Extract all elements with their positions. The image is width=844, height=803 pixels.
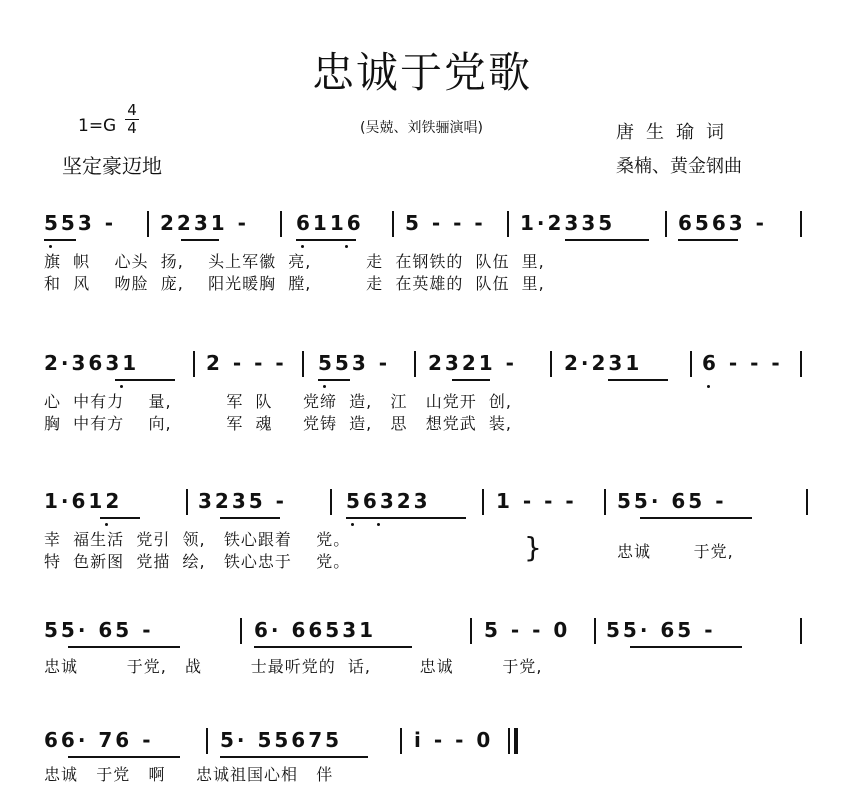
beam bbox=[678, 239, 738, 241]
beam bbox=[565, 239, 649, 241]
low-octave-dot bbox=[377, 523, 380, 526]
beam bbox=[318, 379, 350, 381]
beam bbox=[452, 379, 490, 381]
composer-credit: 桑楠、黄金钢曲 bbox=[616, 156, 742, 177]
barline bbox=[470, 618, 472, 644]
beam bbox=[220, 517, 280, 519]
measure: 55· 65 - bbox=[44, 618, 154, 642]
barline bbox=[507, 211, 509, 237]
low-octave-dot bbox=[351, 523, 354, 526]
barline bbox=[594, 618, 596, 644]
final-barline bbox=[514, 728, 518, 754]
measure: 6· 66531 bbox=[254, 618, 377, 642]
measure: 553 - bbox=[44, 211, 117, 235]
low-octave-dot bbox=[301, 245, 304, 248]
beam bbox=[296, 239, 356, 241]
barline bbox=[186, 489, 188, 515]
barline bbox=[800, 351, 802, 377]
lyrics-verse-2: 和 风 吻脸 庞, 阳光暖胸 膛, 走 在英雄的 队伍 里, bbox=[44, 274, 545, 293]
beam bbox=[608, 379, 668, 381]
measure: 1·2335 bbox=[520, 211, 616, 235]
barline bbox=[206, 728, 208, 754]
measure: 6116 bbox=[296, 211, 364, 235]
score-row-3 bbox=[0, 483, 844, 573]
measure: 6563 - bbox=[678, 211, 767, 235]
barline bbox=[330, 489, 332, 515]
beam bbox=[68, 646, 180, 648]
beam bbox=[68, 756, 180, 758]
measure: 55· 65 - bbox=[617, 489, 727, 513]
measure: 2·3631 bbox=[44, 351, 140, 375]
barline bbox=[193, 351, 195, 377]
barline bbox=[482, 489, 484, 515]
barline bbox=[806, 489, 808, 515]
beam bbox=[220, 756, 368, 758]
barline bbox=[604, 489, 606, 515]
measure: 5 - - - bbox=[405, 211, 486, 235]
measure: 2 - - - bbox=[206, 351, 287, 375]
meter-bottom: 4 bbox=[127, 119, 137, 137]
beam bbox=[254, 646, 412, 648]
measure: 1·612 bbox=[44, 489, 123, 513]
lyricist-credit: 唐生瑜词 bbox=[616, 122, 736, 143]
low-octave-dot bbox=[707, 385, 710, 388]
score-row-1 bbox=[0, 205, 844, 295]
barline bbox=[665, 211, 667, 237]
score-row-5 bbox=[0, 722, 844, 803]
measure: 56323 bbox=[346, 489, 431, 513]
measure: 55· 65 - bbox=[606, 618, 716, 642]
verse-brace: } bbox=[524, 531, 542, 564]
low-octave-dot bbox=[49, 245, 52, 248]
barline bbox=[690, 351, 692, 377]
key-signature: 1=G bbox=[78, 116, 117, 136]
barline bbox=[392, 211, 394, 237]
beam bbox=[346, 517, 466, 519]
barline bbox=[800, 618, 802, 644]
refrain-lyrics: 忠诚 于党, bbox=[617, 542, 734, 561]
barline bbox=[280, 211, 282, 237]
low-octave-dot bbox=[323, 385, 326, 388]
barline bbox=[147, 211, 149, 237]
beam bbox=[640, 517, 752, 519]
singers-credit: (吴兢、刘铁骊演唱) bbox=[360, 120, 483, 136]
tempo-marking: 坚定豪迈地 bbox=[62, 154, 162, 178]
measure: 2321 - bbox=[428, 351, 517, 375]
measure: 5· 55675 bbox=[220, 728, 343, 752]
meter-top: 4 bbox=[127, 101, 137, 119]
measure: i - - 0 bbox=[414, 728, 494, 752]
measure: 3235 - bbox=[198, 489, 287, 513]
measure: 66· 76 - bbox=[44, 728, 154, 752]
barline bbox=[800, 211, 802, 237]
measure: 6 - - - bbox=[702, 351, 783, 375]
beam bbox=[100, 517, 140, 519]
lyrics-verse-1: 忠诚 于党 啊 忠诚祖国心相 伴 bbox=[44, 765, 334, 784]
barline bbox=[550, 351, 552, 377]
measure: 5 - - 0 bbox=[484, 618, 571, 642]
song-title: 忠诚于党歌 bbox=[311, 48, 532, 97]
measure: 553 - bbox=[318, 351, 391, 375]
lyrics-verse-2: 胸 中有方 向, 军 魂 党铸 造, 思 想党武 装, bbox=[44, 414, 513, 433]
time-signature bbox=[124, 102, 140, 137]
lyrics-verse-1: 忠诚 于党, 战 士最听党的 话, 忠诚 于党, bbox=[44, 657, 543, 676]
score-row-4 bbox=[0, 612, 844, 682]
low-octave-dot bbox=[120, 385, 123, 388]
measure: 2231 - bbox=[160, 211, 249, 235]
barline bbox=[302, 351, 304, 377]
beam bbox=[44, 239, 76, 241]
barline bbox=[240, 618, 242, 644]
barline bbox=[400, 728, 402, 754]
barline bbox=[414, 351, 416, 377]
measure: 2·231 bbox=[564, 351, 643, 375]
low-octave-dot bbox=[345, 245, 348, 248]
lyrics-verse-1: 旗 帜 心头 扬, 头上军徽 亮, 走 在钢铁的 队伍 里, bbox=[44, 252, 545, 271]
lyrics-verse-1: 幸 福生活 党引 领, 铁心跟着 党。 bbox=[44, 530, 351, 549]
beam bbox=[115, 379, 175, 381]
beam bbox=[630, 646, 742, 648]
score-row-2 bbox=[0, 345, 844, 435]
lyrics-verse-1: 心 中有力 量, 军 队 党缔 造, 江 山党开 创, bbox=[44, 392, 513, 411]
measure: 1 - - - bbox=[496, 489, 577, 513]
beam bbox=[181, 239, 219, 241]
low-octave-dot bbox=[105, 523, 108, 526]
lyrics-verse-2: 特 色新图 党描 绘, 铁心忠于 党。 bbox=[44, 552, 351, 571]
barline bbox=[508, 728, 510, 754]
